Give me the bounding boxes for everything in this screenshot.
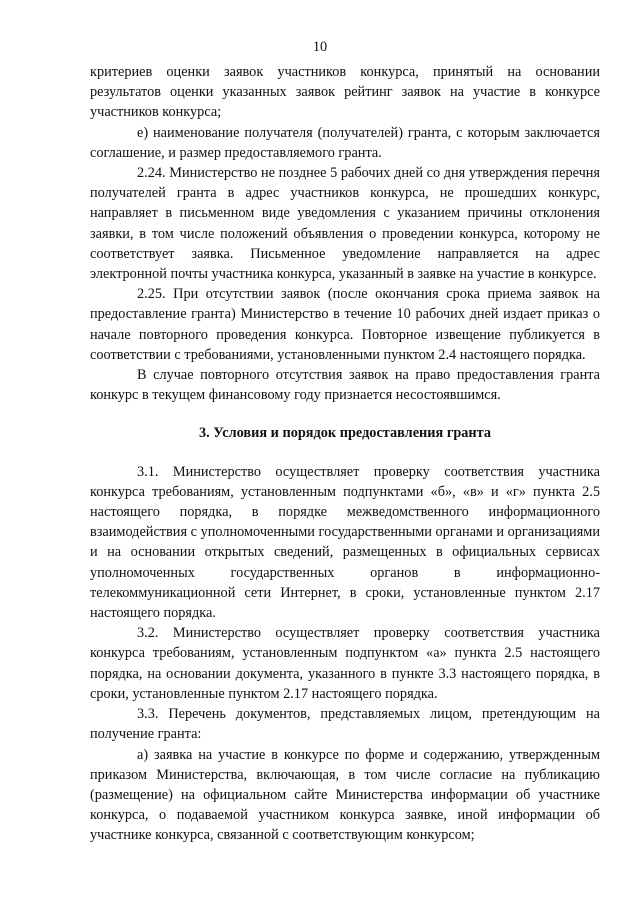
page-number: 10 xyxy=(312,39,328,55)
paragraph-3-2: 3.2. Министерство осуществляет проверку соответствия участника конкурса требованиям, установленным подпунктом «а» пункта 2.5 настоящего порядка, на основании документа, указанного в пункте 3.3 настоящего порядка, в сроки, установленные пунктом 2.17 настоящего порядка. xyxy=(90,625,600,702)
paragraph-3-1: 3.1. Министерство осуществляет проверку соответствия участника конкурса требованиям, установленным подпунктами «б», «в» и «г» пункта 2.5 настоящего порядка, в порядке межведомственного информационного взаимодействия с уполномоченными государственными органами и организациями и на основании открытых сведений, размещенных в официальных сервисах уполномоченных государственных органов в информационно-телекоммуникационной сети Интернет, в сроки, установленные пунктом 2.17 настоящего порядка. xyxy=(90,463,600,622)
paragraph-2-25: 2.25. При отсутствии заявок (после окончания срока приема заявок на предоставление гранта) Министерство в течение 10 рабочих дней издает приказ о начале повторного проведения конкурса. Повторное извещение публикуется в соответствии с требованиями, установленными пунктом 2.4 настоящего порядка. xyxy=(90,286,600,363)
document-body xyxy=(90,62,600,846)
paragraph-repeat-absence: В случае повторного отсутствия заявок на право предоставления гранта конкурс в текущем финансовому году признается несостоявшимся. xyxy=(90,367,600,404)
paragraph-item-e: е) наименование получателя (получателей) гранта, с которым заключается соглашение, и размер предоставляемого гранта. xyxy=(90,124,600,161)
paragraph-item-a: а) заявка на участие в конкурсе по форме и содержанию, утвержденным приказом Министерства, включающая, в том числе согласие на публикацию (размещение) на официальном сайте Министерства информации об участнике конкурса, о подаваемой участником конкурса заявке, иной информации об участнике конкурса, связанной с соответствующим конкурсом; xyxy=(90,746,600,844)
section-heading: 3. Условия и порядок предоставления гранта xyxy=(198,425,492,442)
paragraph-criteria-continuation: критериев оценки заявок участников конкурса, принятый на основании результатов оценки указанных заявок рейтинг заявок на участие в конкурсе участников конкурса; xyxy=(90,64,600,121)
paragraph-2-24: 2.24. Министерство не позднее 5 рабочих дней со дня утверждения перечня получателей гранта в адрес участников конкурса, не прошедших конкурс, направляет в письменном виде уведомления с указанием причины отклонения заявки, в том числе положений объявления о проведении конкурса, которому не соответствует заявка. Письменное уведомление направляется на адрес электронной почты участника конкурса, указанный в заявке на участие в конкурсе. xyxy=(90,165,600,283)
paragraph-3-3: 3.3. Перечень документов, представляемых лицом, претендующим на получение гранта: xyxy=(90,706,600,743)
